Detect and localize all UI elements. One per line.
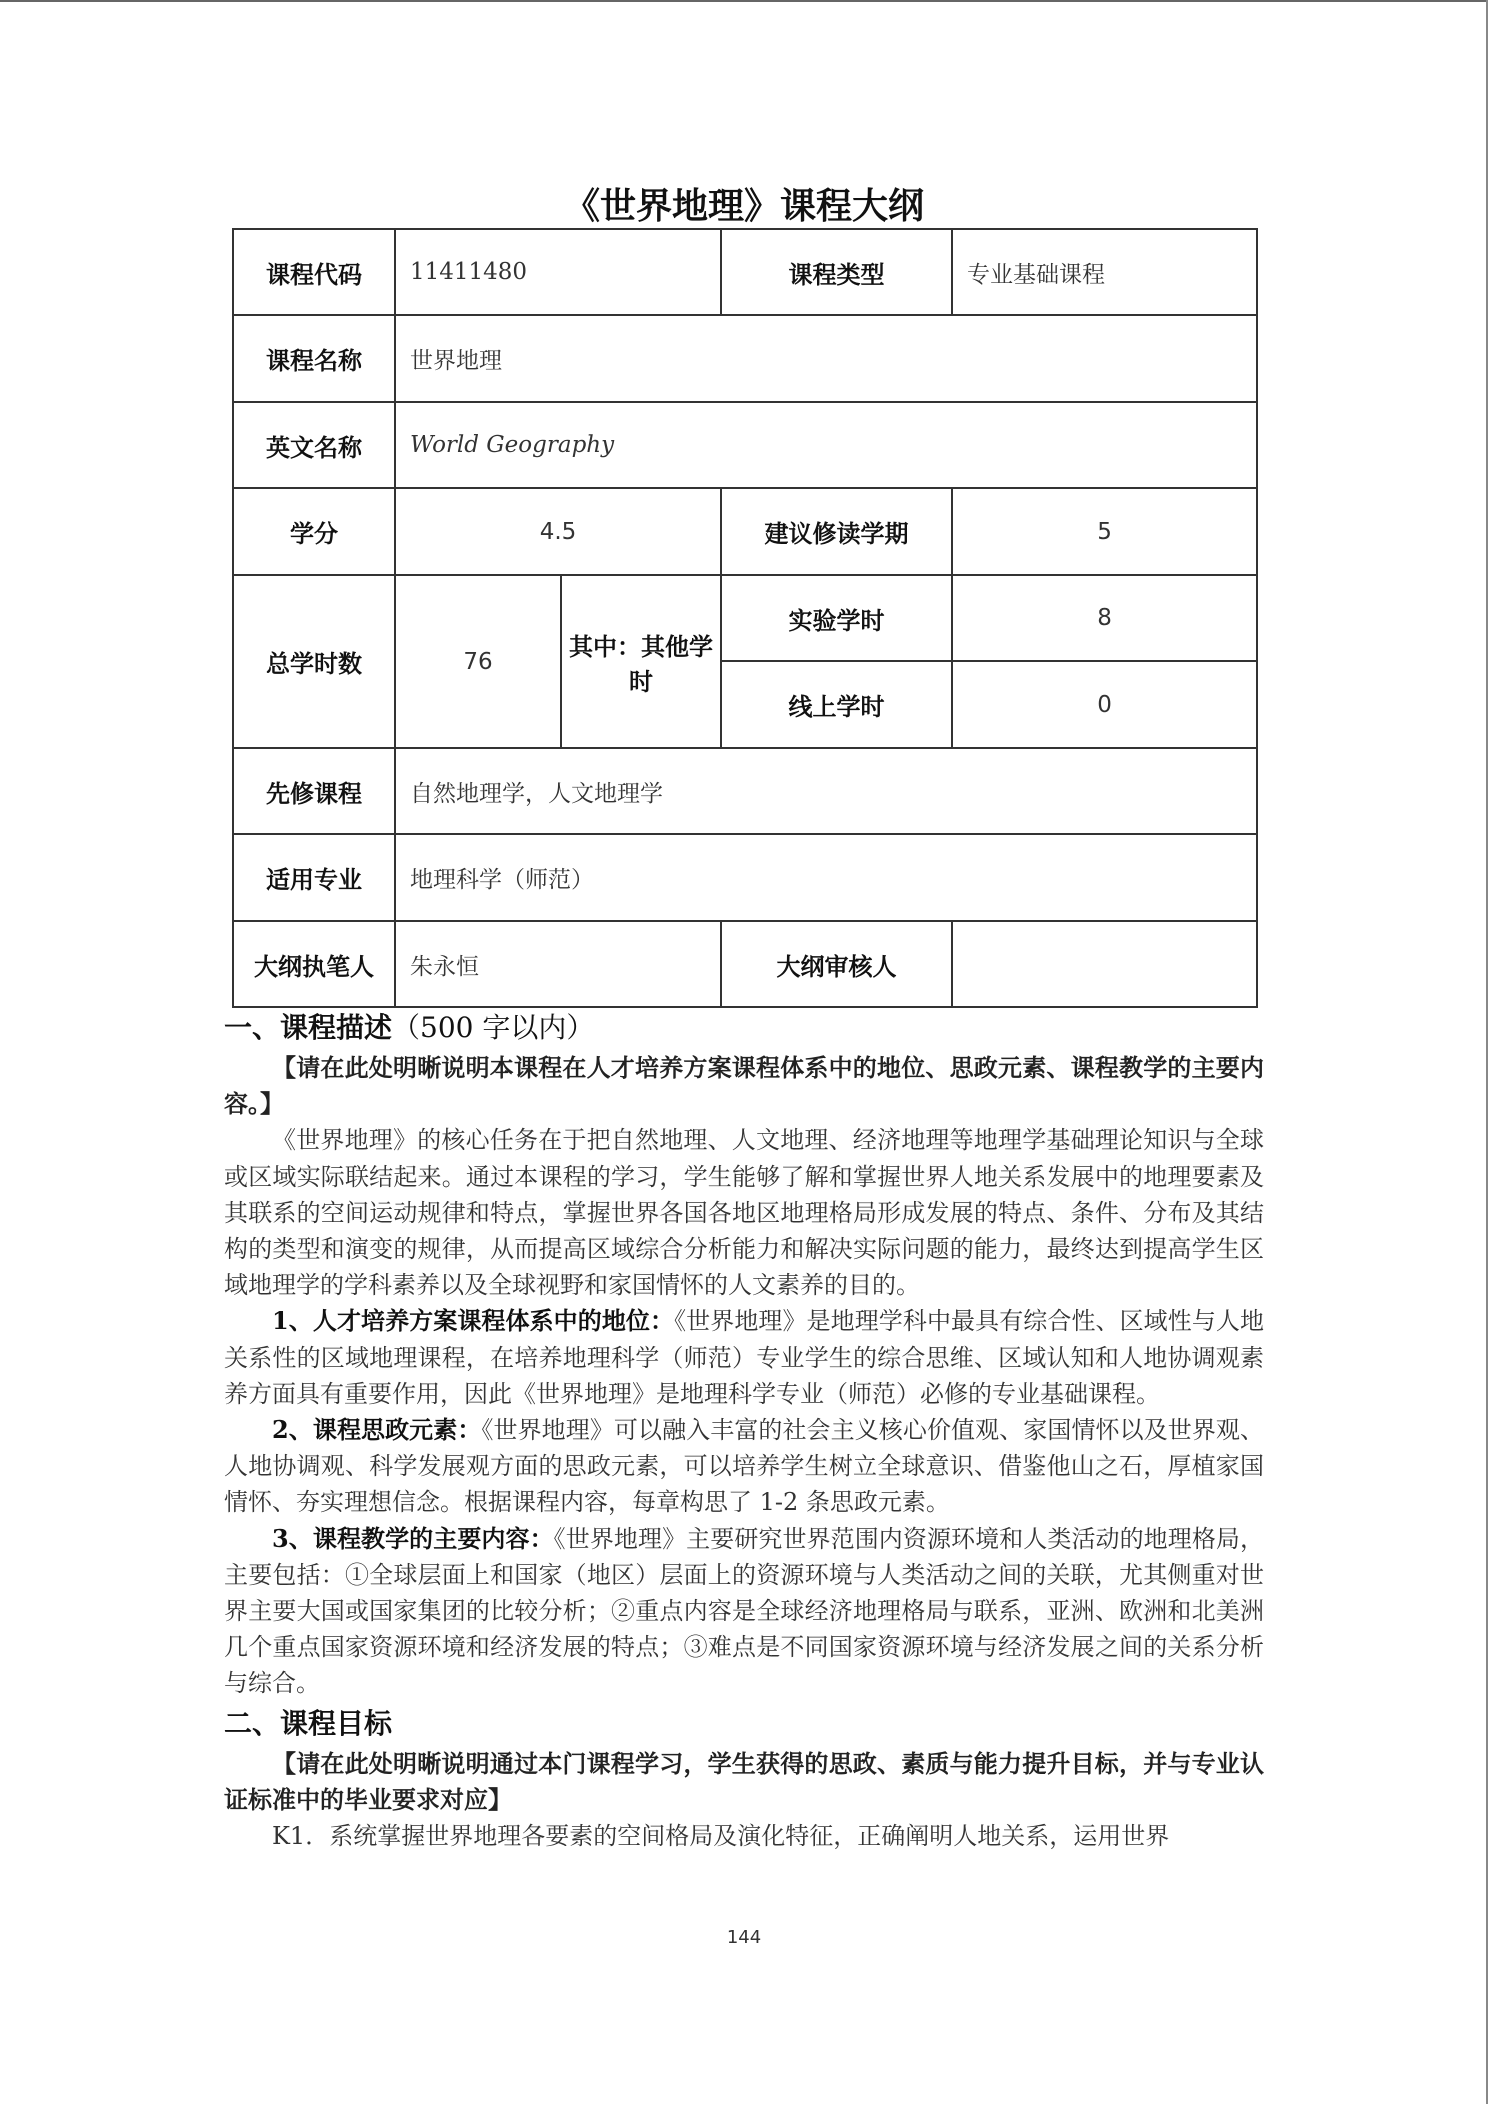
table-row [233,229,1257,315]
table-row [233,921,1257,1007]
total-hours-value: 76 [395,575,561,748]
credit-label: 学分 [233,488,395,575]
section1-instruction: 【请在此处明晰说明本课程在人才培养方案课程体系中的地位、思政元素、课程教学的主要内容。】 [224,1053,1264,1119]
section1-item-1 [224,1303,1264,1412]
item-text: 《世界地理》可以融入丰富的社会主义核心价值观、家国情怀以及世界观、人地协调观、科学发展观方面的思政元素，可以培养学生树立全球意识、借鉴他山之石，厚植家国情怀、夯实理想信念。根据课程内容，每章构思了 1-2 条思政元素。 [224,1416,1265,1517]
section1-paragraph: 《世界地理》的核心任务在于把自然地理、人文地理、经济地理等地理学基础理论知识与全球或区域实际联结起来。通过本课程的学习，学生能够了解和掌握世界人地关系发展中的地理要素及其联系的空间运动规律和特点，掌握世界各国各地区地理格局形成发展的特点、条件、分布及其结构的类型和演变的规律，从而提高区域综合分析能力和解决实际问题的能力，最终达到提高学生区域地理学的学科素养以及全球视野和家国情怀的人文素养的目的。 [224,1126,1264,1300]
section2-instruction: 【请在此处明晰说明通过本门课程学习，学生获得的思政、素质与能力提升目标，并与专业认证标准中的毕业要求对应】 [224,1748,1264,1814]
course-type-value: 专业基础课程 [952,229,1257,315]
prerequisite-label: 先修课程 [233,748,395,834]
page-number: 144 [726,1927,762,1948]
suggested-term-value: 5 [952,488,1257,575]
course-info-table [232,228,1258,1008]
major-value: 地理科学（师范） [395,834,1257,921]
page-top-border [0,0,1487,2]
total-hours-label: 总学时数 [233,575,395,748]
item-text: 《世界地理》主要研究世界范围内资源环境和人类活动的地理格局，主要包括：①全球层面上和国家（地区）层面上的资源环境与人类活动之间的关联，尤其侧重对世界主要大国或国家集团的比较分析；②重点内容是全球经济地理格局与联系，亚洲、欧洲和北美洲几个重点国家资源环境和经济发展的特点；③难点是不同国家资源环境与经济发展之间的关系分析与综合。 [224,1524,1265,1698]
section1-heading-text: 一、课程描述 [224,1011,393,1044]
course-name-label: 课程名称 [233,315,395,402]
section1-item-2 [224,1412,1264,1521]
table-row [233,488,1257,575]
major-label: 适用专业 [233,834,395,921]
course-code-label: 课程代码 [233,229,395,315]
section2-heading: 二、课程目标 [224,1706,393,1740]
table-row [233,575,1257,661]
other-hours-label: 其中：其他学时 [561,575,721,748]
course-type-label: 课程类型 [721,229,952,315]
online-hours-value: 0 [952,661,1257,748]
item-lead: 2、课程思政元素： [272,1415,482,1445]
lab-hours-label: 实验学时 [721,575,952,661]
course-name-value: 世界地理 [395,315,1257,402]
reviewer-label: 大纲审核人 [721,921,952,1007]
table-row [233,315,1257,402]
reviewer-value [952,921,1257,1007]
item-lead: 3、课程教学的主要内容： [272,1523,554,1553]
suggested-term-label: 建议修读学期 [721,488,952,575]
document-title: 《世界地理》课程大纲 [563,186,924,227]
section1-item-3 [224,1521,1264,1702]
credit-value: 4.5 [395,488,721,575]
prerequisite-value: 自然地理学，人文地理学 [395,748,1257,834]
document-body [224,1006,1264,1854]
english-name-value: World Geography [395,402,1257,488]
item-lead: 1、人才培养方案课程体系中的地位： [272,1306,675,1336]
table-row [233,748,1257,834]
item-text: 《世界地理》是地理学科中最具有综合性、区域性与人地关系性的区域地理课程，在培养地理科学（师范）专业学生的综合思维、区域认知和人地协调观素养方面具有重要作用，因此《世界地理》是地理科学专业（师范）必修的专业基础课程。 [224,1307,1265,1408]
table-row [233,402,1257,488]
english-name-label: 英文名称 [233,402,395,488]
lab-hours-value: 8 [952,575,1257,661]
table-row [233,834,1257,921]
section2-k1: K1．系统掌握世界地理各要素的空间格局及演化特征，正确阐明人地关系，运用世界 [272,1822,1170,1851]
section1-heading-note: （500 字以内） [392,1011,595,1044]
author-value: 朱永恒 [395,921,721,1007]
author-label: 大纲执笔人 [233,921,395,1007]
online-hours-label: 线上学时 [721,661,952,748]
course-code-value: 11411480 [395,229,721,315]
section1-heading [224,1006,1264,1050]
